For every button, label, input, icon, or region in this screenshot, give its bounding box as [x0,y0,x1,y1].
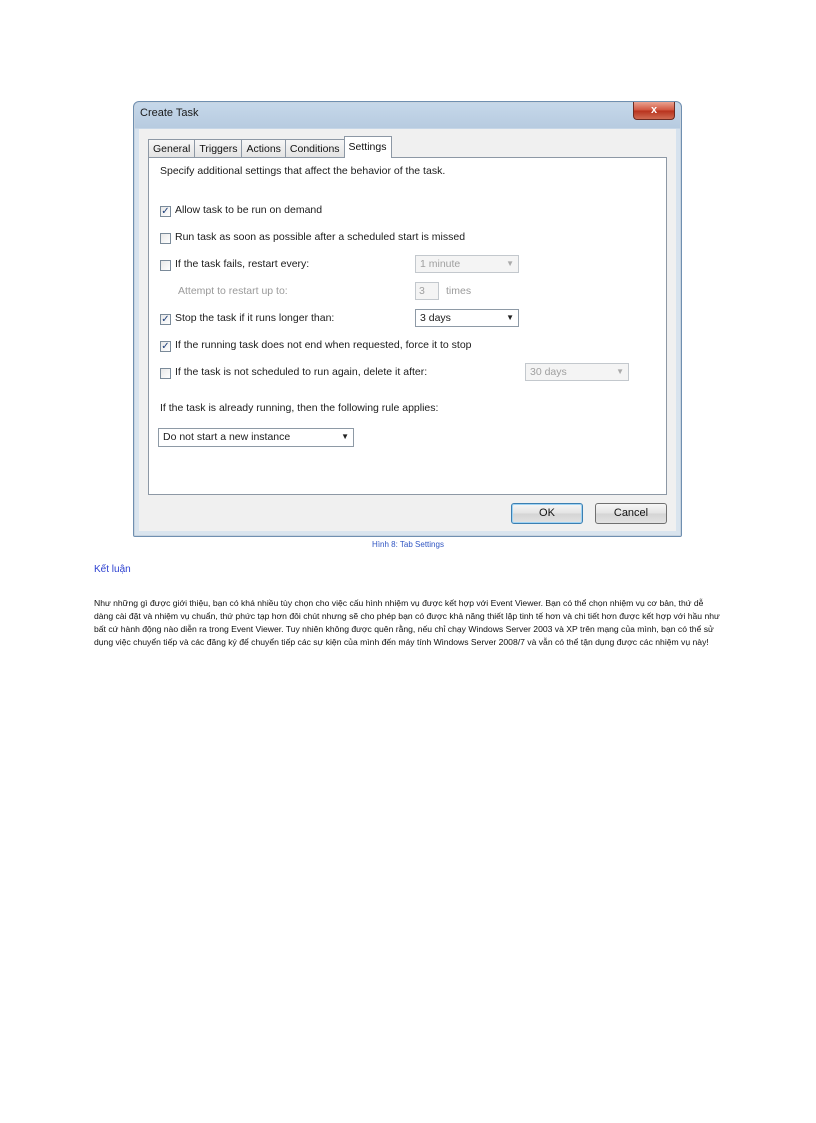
tab-strip [148,136,391,158]
stop-task-checkbox[interactable]: ✓ [161,314,170,325]
chevron-down-icon: ▼ [341,432,349,441]
stop-duration-value: 3 days [420,312,451,324]
chevron-down-icon: ▼ [506,259,514,268]
dialog-client-area [139,129,676,531]
tab-actions[interactable]: Actions [241,139,285,157]
tab-settings[interactable]: Settings [344,136,392,158]
delete-task-checkbox[interactable] [160,368,171,379]
chevron-down-icon: ▼ [616,367,624,376]
rule-label: If the task is already running, then the following rule applies: [160,402,439,414]
delete-after-select[interactable] [525,363,629,381]
restart-label: If the task fails, restart every: [175,258,310,270]
chevron-down-icon: ▼ [506,313,514,322]
tab-triggers[interactable]: Triggers [194,139,242,157]
close-button[interactable] [633,102,675,120]
settings-panel [148,157,667,495]
close-icon: x [650,104,658,116]
delete-task-label: If the task is not scheduled to run again, delete it after: [175,366,428,378]
stop-duration-select[interactable] [415,309,519,327]
section-heading: Kết luận [94,564,131,575]
stop-task-label: Stop the task if it runs longer than: [175,312,335,324]
delete-after-value: 30 days [530,366,567,378]
create-task-dialog [133,101,682,537]
ok-button[interactable]: OK [511,503,583,524]
settings-intro: Specify additional settings that affect the behavior of the task. [160,165,446,177]
attempt-count-input[interactable]: 3 [415,282,439,300]
attempt-unit-label: times [446,285,472,297]
tab-conditions[interactable]: Conditions [285,139,345,157]
allow-on-demand-checkbox[interactable]: ✓ [161,206,170,217]
allow-on-demand-label: Allow task to be run on demand [175,204,323,216]
attempt-restart-label: Attempt to restart up to: [178,285,288,297]
instance-rule-select[interactable] [158,428,354,447]
force-stop-checkbox[interactable]: ✓ [161,341,170,352]
figure-caption: Hình 8: Tab Settings [372,540,444,549]
restart-interval-select[interactable] [415,255,519,273]
restart-checkbox[interactable] [160,260,171,271]
instance-rule-value: Do not start a new instance [163,431,291,443]
force-stop-label: If the running task does not end when requested, force it to stop [175,339,472,351]
run-asap-checkbox[interactable] [160,233,171,244]
cancel-button[interactable]: Cancel [595,503,667,524]
run-asap-label: Run task as soon as possible after a scheduled start is missed [175,231,466,243]
tab-general[interactable]: General [148,139,195,157]
conclusion-paragraph: Như những gì được giới thiệu, bạn có khá nhiều tùy chọn cho việc cấu hình nhiệm vụ được kết hợp với Event Viewer. Bạn có thể chọn nhiệm vụ cơ bản, thứ dễ dàng cài đặt và nhiệm vụ chuẩn, thứ phức tạp hơn đôi chút nhưng sẽ cho phép bạn có được khả năng thiết lập tinh tế hơn và chi tiết hơn được kết hợp với hầu như bất cứ hành động nào diễn ra trong Event Viewer. Tuy nhiên không được quên rằng, nếu chỉ chạy Windows Server 2003 và XP trên mạng của mình, bạn có thể sử dụng việc chuyển tiếp và các đăng ký để chuyển tiếp các sự kiện của mình đến máy tính Windows Server 2008/7 và vẫn có thể tận dụng được các nhiệm vụ này! [94,598,720,647]
dialog-title: Create Task [140,107,199,119]
restart-interval-value: 1 minute [420,258,461,270]
